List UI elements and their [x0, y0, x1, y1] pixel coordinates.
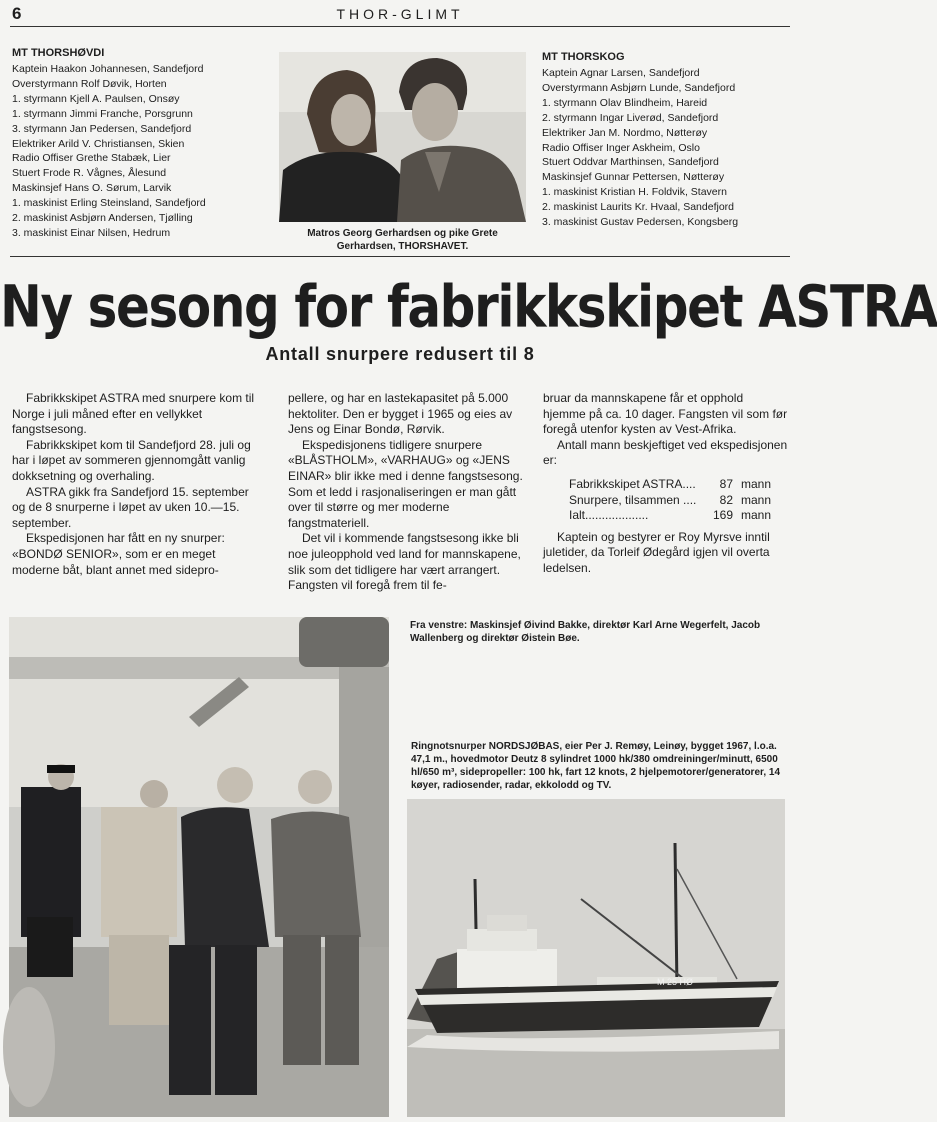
crew-member: Overstyrmann Rolf Døvik, Horten — [12, 77, 167, 90]
crew-member: 1. styrmann Kjell A. Paulsen, Onsøy — [12, 92, 180, 105]
staff-unit: mann — [740, 492, 771, 507]
crew-member: 3. styrmann Jan Pedersen, Sandefjord — [12, 122, 192, 135]
article-paragraph: bruar da mannskapene får et opphold hjemme på ca. 10 dager. Fangsten vil som før foregå utenfor kysten av Vest-Afrika. — [543, 391, 788, 437]
photo-ship-caption: Ringnotsnurper NORDSJØBAS, eier Per J. Remøy, Leinøy, bygget 1967, l.o.a. 47,1 m., hovedmotor Deutz 8 sylindret 1000 hk/380 omdreininger/minutt, 6500 hl/650 m³, sidepropeller: 100 hk, fart 12 knots, 2 hjelpemotorer/generatorer, 14 køyer, radiosender, radar, ekkolodd og TV. — [411, 741, 781, 791]
crew-member: 1. maskinist Kristian H. Foldvik, Stavern — [542, 186, 727, 199]
crew-member: 3. maskinist Einar Nilsen, Hedrum — [12, 226, 171, 239]
crew-member: Kaptein Haakon Johannesen, Sandefjord — [12, 63, 204, 75]
staff-count: 87 — [719, 476, 733, 491]
crew-member: 1. styrmann Olav Blindheim, Hareid — [542, 96, 708, 109]
article-headline: Ny sesong for fabrikkskipet ASTRA — [0, 273, 937, 341]
crew-member: 2. maskinist Asbjørn Andersen, Tjølling — [12, 212, 193, 225]
staff-row — [543, 493, 771, 509]
crew-member: Stuert Oddvar Marthinsen, Sandefjord — [542, 156, 719, 169]
article-column-1 — [12, 391, 256, 578]
crew-member: Maskinsjef Gunnar Pettersen, Nøtterøy — [542, 171, 725, 184]
crew-ship-name: MT THORSKOG — [542, 51, 625, 63]
article-paragraph: Fabrikkskipet ASTRA med snurpere kom til Norge i juli måned efter en vellykket fangstsesong. — [12, 391, 255, 437]
photo-ship-image — [407, 799, 785, 1117]
crew-member: Maskinsjef Hans O. Sørum, Larvik — [12, 182, 172, 195]
crew-member: Stuert Frode R. Vågnes, Ålesund — [12, 167, 167, 180]
article-paragraph: Antall mann beskjeftiget ved ekspedisjonen er: — [543, 437, 788, 468]
staff-row — [543, 508, 771, 524]
crew-member: Radio Offiser Inger Askheim, Oslo — [542, 141, 700, 154]
staff-count: 82 — [719, 492, 733, 507]
staff-unit: mann — [740, 476, 771, 491]
staff-count: 169 — [712, 508, 733, 523]
photo-directors-image — [9, 617, 389, 1117]
crew-member: 3. maskinist Gustav Pedersen, Kongsberg — [542, 216, 739, 229]
crew-member: Elektriker Arild V. Christiansen, Skien — [12, 137, 185, 150]
article-column-3 — [543, 391, 788, 577]
running-title: THOR-GLIMT — [336, 6, 464, 22]
article-subheadline: Antall snurpere redusert til 8 — [265, 344, 535, 364]
article-paragraph: Fabrikkskipet kom til Sandefjord 28. juli og har i løpet av sommeren gjennomgått vanlig dokksetning og overhaling. — [12, 437, 251, 483]
crew-member: Elektriker Jan M. Nordmo, Nøtterøy — [542, 126, 708, 139]
crew-members — [542, 66, 792, 230]
article-paragraph: Det vil i kommende fangstsesong ikke bli noe juleopphold ved land for mannskapene, slik som det tidligere har vært arrangert. Fangsten vil foregå frem til fe- — [288, 531, 521, 593]
article-column-2 — [288, 391, 524, 594]
article-paragraph: ASTRA gikk fra Sandefjord 15. september og de 8 snurperne i løpet av uken 10.—15. september. — [12, 484, 249, 530]
ship-hull-registration: M 25 HØ — [657, 977, 694, 987]
staff-label: Snurpere, tilsammen .... — [569, 492, 697, 507]
photo-sailors-caption: Matros Georg Gerhardsen og pike Grete Gerhardsen, THORSHAVET. — [307, 228, 498, 252]
crew-list-thorskog — [542, 51, 792, 230]
staff-table — [543, 477, 771, 524]
crew-member: 1. styrmann Jimmi Franche, Porsgrunn — [12, 107, 193, 120]
crew-ship-name: MT THORSHØVDI — [12, 47, 105, 59]
staff-label: Fabrikkskipet ASTRA.... — [569, 476, 696, 491]
staff-label: Ialt................... — [569, 508, 649, 523]
article-paragraph: Kaptein og bestyrer er Roy Myrsve inntil juletider, da Torleif Ødegård igjen vil overta ledelsen. — [543, 529, 770, 575]
staff-unit: mann — [740, 508, 771, 523]
article-paragraph: Ekspedisjonens tidligere snurpere «BLÅSTHOLM», «VARHAUG» og «JENS EINAR» blir ikke med i denne fangstsesong. Som et ledd i rasjonaliseringen er man gått over til større og mer moderne fangstmateriell. — [288, 437, 523, 530]
photo-sailors — [279, 52, 526, 222]
crew-members — [12, 62, 272, 241]
article-paragraph: pellere, og har en lastekapasitet på 5.000 hektoliter. Den er bygget i 1965 og eies av Jens og Einar Bondø, Rørvik. — [288, 391, 513, 437]
crew-member: 1. maskinist Erling Steinsland, Sandefjord — [12, 197, 206, 210]
photo-directors — [9, 617, 389, 1117]
header-rule — [10, 26, 790, 27]
section-rule — [10, 256, 790, 257]
crew-member: Overstyrmann Asbjørn Lunde, Sandefjord — [542, 81, 736, 94]
crew-list-thorshovdi — [12, 47, 272, 241]
photo-directors-caption: Fra venstre: Maskinsjef Øivind Bakke, direktør Karl Arne Wegerfelt, Jacob Wallenberg og direktør Øistein Bøe. — [410, 620, 761, 644]
crew-member: Radio Offiser Grethe Stabæk, Lier — [12, 152, 171, 165]
article-paragraph: Ekspedisjonen har fått en ny snurper: «BONDØ SENIOR», som er en meget moderne båt, blant annet med sidepro- — [12, 531, 225, 577]
crew-member: 2. maskinist Laurits Kr. Hvaal, Sandefjord — [542, 201, 735, 214]
staff-row — [543, 477, 771, 493]
photo-ship — [407, 799, 785, 1117]
photo-sailors-image — [279, 52, 526, 222]
crew-member: 2. styrmann Ingar Liverød, Sandefjord — [542, 111, 719, 124]
page-number: 6 — [12, 4, 22, 23]
crew-member: Kaptein Agnar Larsen, Sandefjord — [542, 67, 700, 79]
